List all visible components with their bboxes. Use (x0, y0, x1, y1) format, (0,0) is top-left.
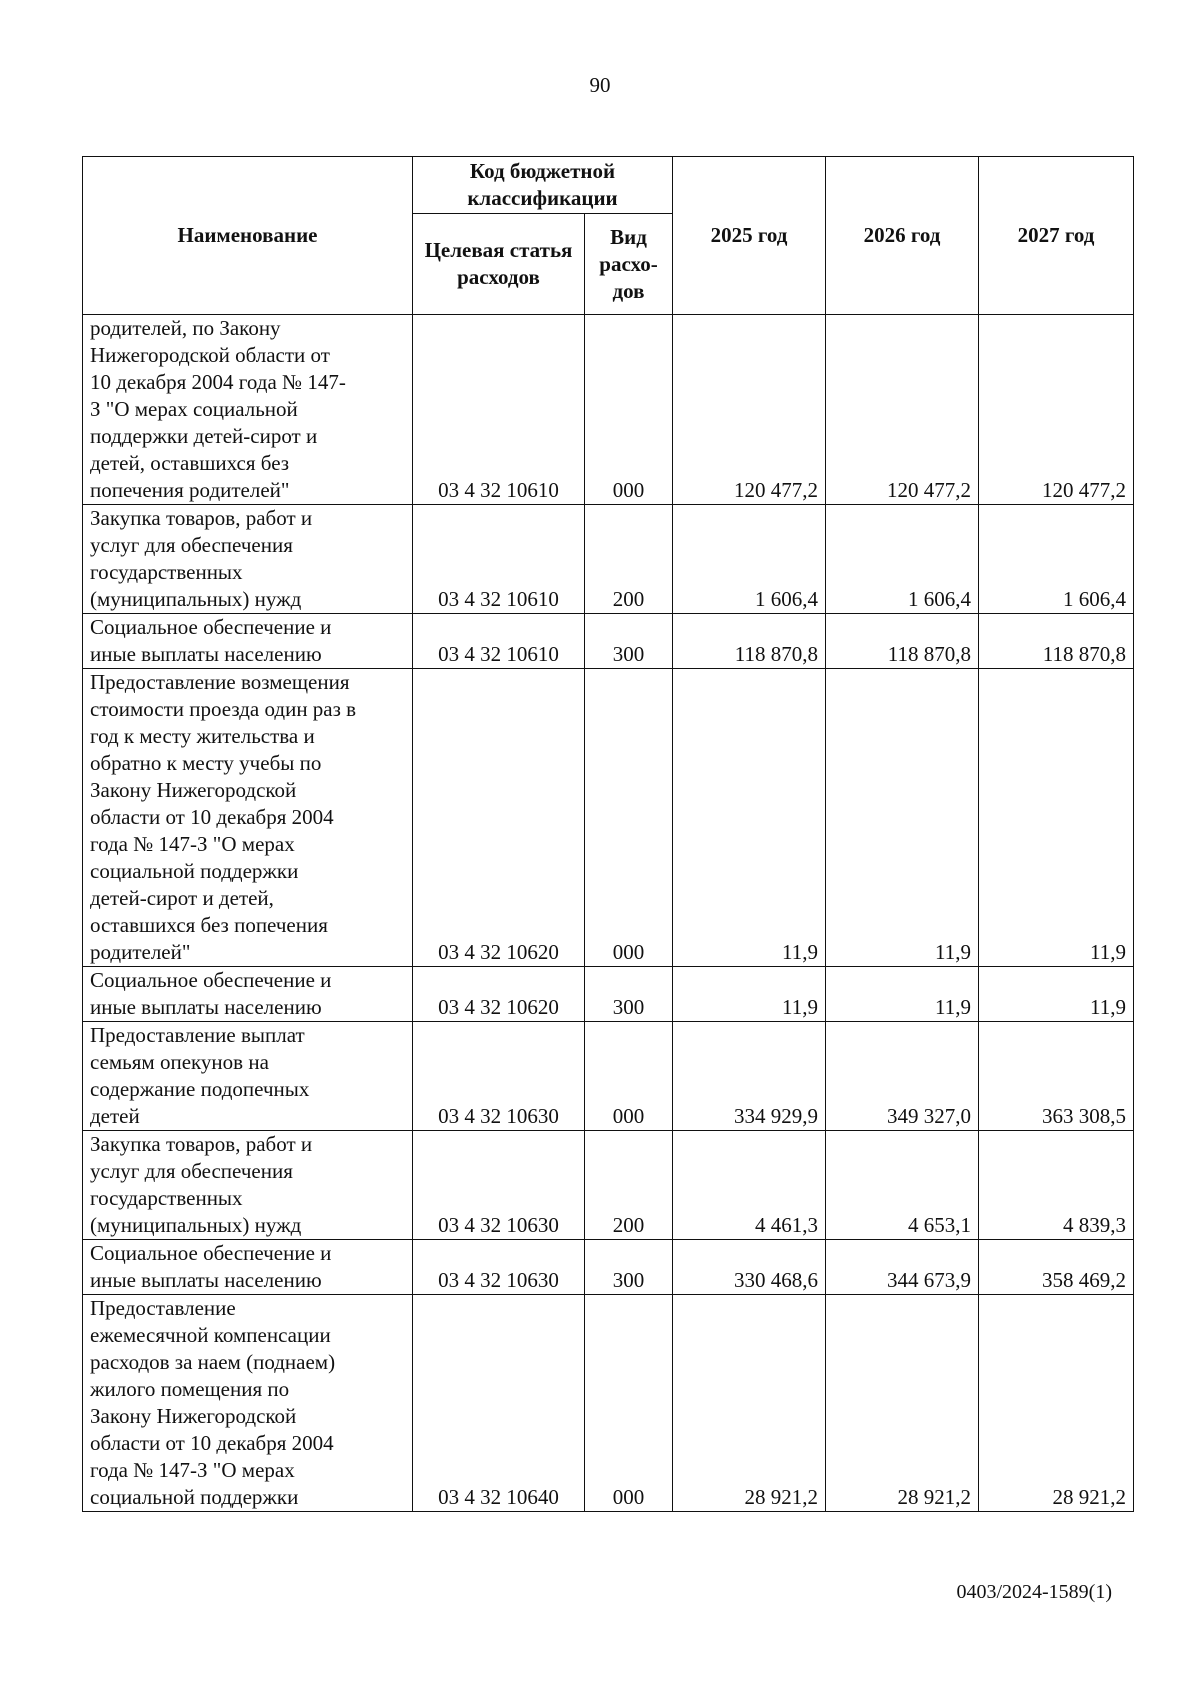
row-value-2025: 120 477,2 (673, 315, 826, 505)
row-code: 03 4 32 10630 (413, 1240, 585, 1295)
row-value-2027: 363 308,5 (979, 1022, 1134, 1131)
row-value-2025: 28 921,2 (673, 1295, 826, 1512)
row-name: Закупка товаров, работ и услуг для обеспечения государственных (муниципальных) нужд (83, 1131, 413, 1240)
row-code: 03 4 32 10630 (413, 1022, 585, 1131)
table-body (83, 315, 1134, 1512)
row-code: 03 4 32 10620 (413, 967, 585, 1022)
row-value-2027: 120 477,2 (979, 315, 1134, 505)
row-name: Социальное обеспечение и иные выплаты населению (83, 967, 413, 1022)
row-name: Социальное обеспечение и иные выплаты населению (83, 1240, 413, 1295)
table-row (83, 614, 1134, 669)
row-name: Предоставление ежемесячной компенсации расходов за наем (поднаем) жилого помещения по Закону Нижегородской области от 10 декабря 2004 года № 147-З "О мерах социальной поддержки (83, 1295, 413, 1512)
header-expense-type: Вид расхо-дов (585, 214, 673, 315)
row-value-2026: 11,9 (826, 967, 979, 1022)
row-type: 000 (585, 315, 673, 505)
row-type: 300 (585, 614, 673, 669)
row-code: 03 4 32 10640 (413, 1295, 585, 1512)
row-type: 000 (585, 1022, 673, 1131)
row-value-2025: 330 468,6 (673, 1240, 826, 1295)
table-row (83, 1022, 1134, 1131)
table-row (83, 669, 1134, 967)
table-row (83, 315, 1134, 505)
row-value-2026: 344 673,9 (826, 1240, 979, 1295)
row-name: Закупка товаров, работ и услуг для обеспечения государственных (муниципальных) нужд (83, 505, 413, 614)
header-name: Наименование (83, 157, 413, 315)
row-type: 300 (585, 1240, 673, 1295)
row-type: 000 (585, 669, 673, 967)
row-name: Предоставление возмещения стоимости проезда один раз в год к месту жительства и обратно к месту учебы по Закону Нижегородской области от 10 декабря 2004 года № 147-З "О мерах социальной поддержки детей-сирот и детей, оставшихся без попечения родителей" (83, 669, 413, 967)
row-value-2025: 118 870,8 (673, 614, 826, 669)
row-value-2025: 11,9 (673, 967, 826, 1022)
row-type: 300 (585, 967, 673, 1022)
header-year-2027: 2027 год (979, 157, 1134, 315)
row-name: Предоставление выплат семьям опекунов на содержание подопечных детей (83, 1022, 413, 1131)
row-value-2027: 1 606,4 (979, 505, 1134, 614)
row-value-2025: 4 461,3 (673, 1131, 826, 1240)
row-name: Социальное обеспечение и иные выплаты населению (83, 614, 413, 669)
table-row (83, 967, 1134, 1022)
row-value-2025: 11,9 (673, 669, 826, 967)
row-value-2026: 1 606,4 (826, 505, 979, 614)
page-number: 90 (589, 73, 611, 97)
row-type: 200 (585, 1131, 673, 1240)
row-type: 200 (585, 505, 673, 614)
row-value-2027: 118 870,8 (979, 614, 1134, 669)
row-value-2026: 11,9 (826, 669, 979, 967)
table-row (83, 1131, 1134, 1240)
row-name: родителей, по Закону Нижегородской области от 10 декабря 2004 года № 147- З "О мерах социальной поддержки детей-сирот и детей, оставшихся без попечения родителей" (83, 315, 413, 505)
row-code: 03 4 32 10630 (413, 1131, 585, 1240)
row-value-2026: 349 327,0 (826, 1022, 979, 1131)
row-code: 03 4 32 10620 (413, 669, 585, 967)
table-header (83, 157, 1134, 315)
table-row (83, 1295, 1134, 1512)
table-row (83, 505, 1134, 614)
row-value-2027: 4 839,3 (979, 1131, 1134, 1240)
header-year-2025: 2025 год (673, 157, 826, 315)
row-value-2027: 358 469,2 (979, 1240, 1134, 1295)
row-value-2027: 11,9 (979, 967, 1134, 1022)
row-value-2025: 334 929,9 (673, 1022, 826, 1131)
row-code: 03 4 32 10610 (413, 505, 585, 614)
row-value-2026: 28 921,2 (826, 1295, 979, 1512)
row-value-2025: 1 606,4 (673, 505, 826, 614)
header-year-2026: 2026 год (826, 157, 979, 315)
row-code: 03 4 32 10610 (413, 315, 585, 505)
row-value-2026: 4 653,1 (826, 1131, 979, 1240)
row-code: 03 4 32 10610 (413, 614, 585, 669)
row-value-2027: 28 921,2 (979, 1295, 1134, 1512)
budget-table (82, 156, 1134, 1512)
table-row (83, 1240, 1134, 1295)
row-value-2026: 118 870,8 (826, 614, 979, 669)
document-code: 0403/2024-1589(1) (956, 1581, 1112, 1603)
row-value-2026: 120 477,2 (826, 315, 979, 505)
header-code-group: Код бюджетной классификации (413, 157, 673, 214)
row-value-2027: 11,9 (979, 669, 1134, 967)
header-target-article: Целевая статья расходов (413, 214, 585, 315)
row-type: 000 (585, 1295, 673, 1512)
